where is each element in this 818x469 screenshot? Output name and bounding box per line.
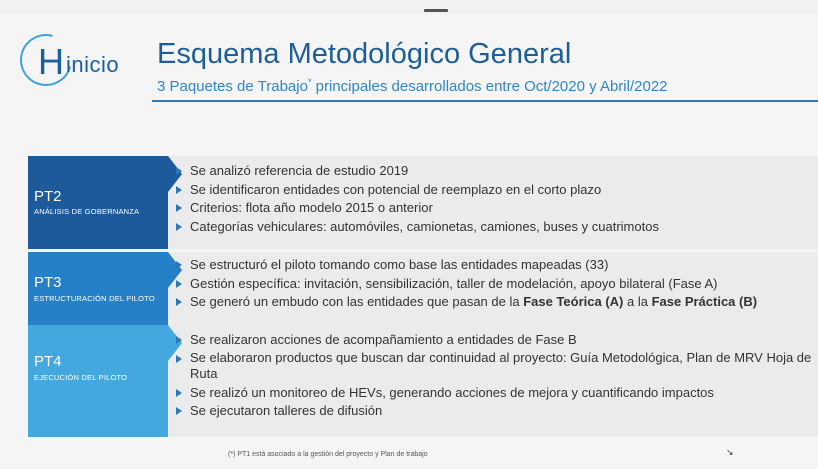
logo-letter: H	[38, 41, 64, 82]
bullet-arrow-icon	[176, 336, 182, 344]
bullet-arrow-icon	[176, 407, 182, 415]
page-title: Esquema Metodológico General	[157, 38, 572, 70]
slide	[0, 14, 818, 469]
package-tag-pt2	[28, 156, 168, 249]
bullet-item: Criterios: flota año modelo 2015 o anterior	[174, 199, 818, 218]
footnote: (*) PT1 está asociado a la gestión del proyecto y Plan de trabajo	[228, 451, 428, 458]
title-divider	[152, 100, 818, 102]
bullet-arrow-icon	[176, 204, 182, 212]
package-row-pt2	[28, 156, 818, 249]
bullet-item: Se generó un embudo con las entidades que pasan de la Fase Teórica (A) a la Fase Práctica (B)	[174, 293, 818, 312]
bullet-arrow-icon	[176, 261, 182, 269]
bullet-arrow-icon	[176, 280, 182, 288]
bullet-item: Gestión específica: invitación, sensibilización, taller de modelación, apoyo bilateral (Fase A)	[174, 275, 818, 294]
package-tag-pt3	[28, 252, 168, 325]
bullet-item: Se realizaron acciones de acompañamiento a entidades de Fase B	[174, 331, 818, 350]
logo-text: inicio	[66, 52, 120, 77]
package-tag-pt4	[28, 325, 168, 437]
package-row-pt4	[28, 325, 818, 437]
package-row-pt3	[28, 252, 818, 325]
bullet-arrow-icon	[176, 389, 182, 397]
package-code: PT3	[34, 274, 62, 291]
hinicio-logo	[20, 34, 140, 104]
bullet-item: Categorías vehiculares: automóviles, camionetas, camiones, buses y cuatrimotos	[174, 218, 818, 237]
bullet-arrow-icon	[176, 355, 182, 363]
bullet-list	[174, 256, 818, 312]
bullet-list	[174, 331, 818, 421]
package-code: PT4	[34, 353, 62, 370]
window-top-bar	[0, 0, 818, 14]
bullet-item: Se ejecutaron talleres de difusión	[174, 402, 818, 421]
package-code: PT2	[34, 188, 62, 205]
bullet-item: Se analizó referencia de estudio 2019	[174, 162, 818, 181]
mouse-cursor-icon: ↘	[726, 447, 734, 457]
drag-handle-icon[interactable]	[424, 9, 448, 12]
bullet-arrow-icon	[176, 167, 182, 175]
package-description: ESTRUCTURACIÓN DEL PILOTO	[34, 294, 155, 303]
bullet-arrow-icon	[176, 298, 182, 306]
bullet-item: Se identificaron entidades con potencial de reemplazo en el corto plazo	[174, 181, 818, 200]
bullet-arrow-icon	[176, 223, 182, 231]
bullet-item: Se realizó un monitoreo de HEVs, generando acciones de mejora y cuantificando impactos	[174, 384, 818, 403]
bullet-list	[174, 162, 818, 236]
package-description: ANÁLISIS DE GOBERNANZA	[34, 207, 140, 216]
package-description: EJECUCIÓN DEL PILOTO	[34, 373, 128, 382]
bullet-item: Se estructuró el piloto tomando como base las entidades mapeadas (33)	[174, 256, 818, 275]
bullet-arrow-icon	[176, 186, 182, 194]
bullet-item: Se elaboraron productos que buscan dar continuidad al proyecto: Guía Metodológica, Plan de MRV Hoja de Ruta	[174, 350, 818, 382]
page-subtitle: 3 Paquetes de Trabajo* principales desarrollados entre Oct/2020 y Abril/2022	[157, 77, 668, 95]
